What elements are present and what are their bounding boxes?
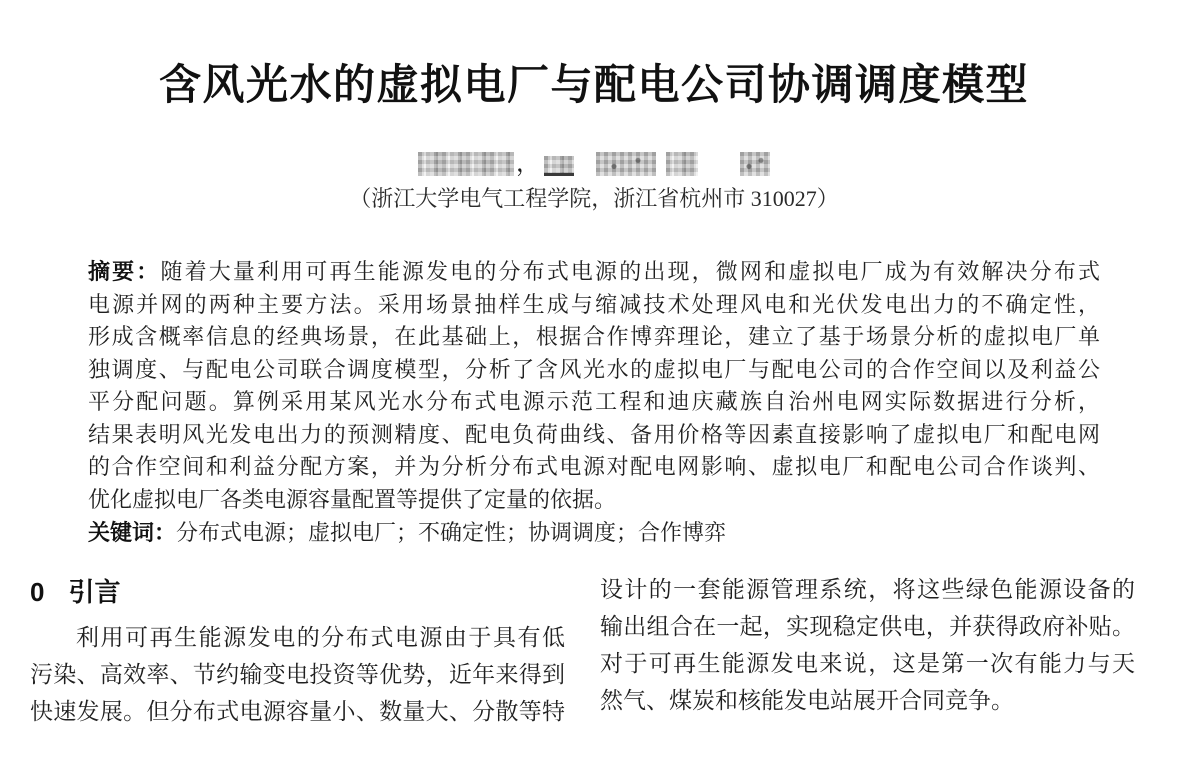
abstract-line: 独调度、与配电公司联合调度模型，分析了含风光水的虚拟电厂与配电公司的合作空间以及利益公 (88, 356, 1100, 382)
redacted-author-2 (544, 156, 574, 176)
redacted-author-1 (418, 152, 514, 176)
keywords-line (88, 516, 1100, 549)
abstract-line: 的合作空间和利益分配方案，并为分析分布式电源对配电网影响、虚拟电厂和配电公司合作谈判、 (88, 454, 1100, 479)
body-columns (30, 571, 1170, 730)
body-text-line: 利用可再生能源发电的分布式电源由于具有低 (76, 625, 565, 650)
abstract-line (88, 256, 1100, 289)
abstract-section (88, 256, 1100, 516)
body-text-line: 快速发展。但分布式电源容量小、数量大、分散等特 (30, 699, 565, 724)
keywords-label: 关键词： (88, 520, 177, 545)
body-text-line: 对于可再生能源发电来说，这是第一次有能力与天 (600, 651, 1135, 676)
body-text-line: 然气、煤炭和核能发电站展开合同竞争。 (600, 688, 1014, 713)
section-heading (30, 577, 565, 607)
right-column (600, 571, 1135, 730)
redacted-author-5 (740, 152, 770, 176)
abstract-line-text: 随着大量利用可再生能源发电的分布式电源的出现，微网和虚拟电厂成为有效解决分布式 (160, 259, 1100, 284)
left-column (30, 571, 565, 730)
author-separator: ， (516, 151, 540, 177)
abstract-line: 形成含概率信息的经典场景，在此基础上，根据合作博弈理论，建立了基于场景分析的虚拟电厂单 (88, 324, 1100, 349)
body-text-line: 输出组合在一起，实现稳定供电，并获得政府补贴。 (600, 614, 1135, 639)
keywords-text: 分布式电源；虚拟电厂；不确定性；协调调度；合作博弈 (176, 520, 727, 545)
abstract-line: 电源并网的两种主要方法。采用场景抽样生成与缩减技术处理风电和光伏发电出力的不确定性， (88, 291, 1100, 317)
redacted-author-4 (666, 152, 698, 176)
abstract-line: 结果表明风光发电出力的预测精度、配电负荷曲线、备用价格等因素直接影响了虚拟电厂和配电网 (88, 421, 1100, 447)
body-text-line: 设计的一套能源管理系统，将这些绿色能源设备的 (600, 577, 1135, 602)
section-number: 0 (30, 577, 45, 607)
paper-title: 含风光水的虚拟电厂与配电公司协调调度模型 (158, 61, 1029, 108)
paper-page (0, 60, 1188, 763)
abstract-line: 平分配问题。算例采用某风光水分布式电源示范工程和迪庆藏族自治州电网实际数据进行分析， (88, 389, 1100, 414)
affiliation: （浙江大学电气工程学院，浙江省杭州市 310027） (349, 186, 839, 211)
abstract-line: 优化虚拟电厂各类电源容量配置等提供了定量的依据。 (88, 486, 617, 512)
redacted-author-3 (596, 152, 656, 176)
section-title: 引言 (68, 577, 121, 607)
abstract-label: 摘要： (88, 259, 161, 284)
author-line (0, 148, 1188, 176)
body-text-line: 污染、高效率、节约输变电投资等优势，近年来得到 (30, 662, 565, 687)
